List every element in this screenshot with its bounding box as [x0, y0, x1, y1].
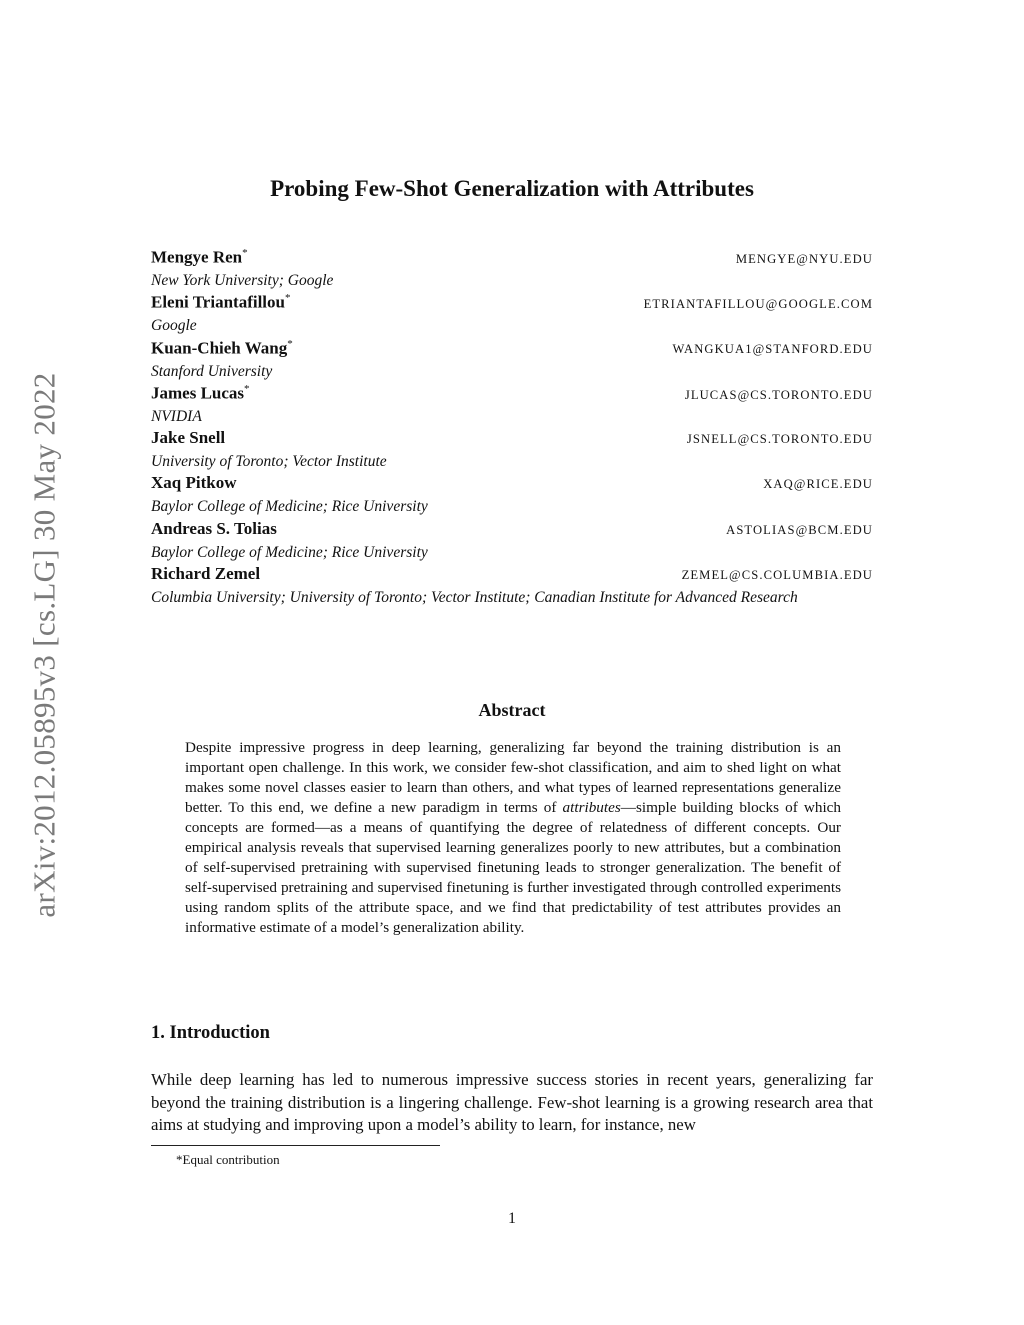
paper-title: Probing Few-Shot Generalization with Attributes — [270, 176, 754, 201]
author-email: XAQ@RICE.EDU — [763, 477, 873, 492]
introduction-heading: 1. Introduction — [151, 1023, 270, 1043]
author-line — [151, 473, 873, 496]
author-entry — [151, 428, 873, 473]
author-name — [151, 338, 293, 359]
author-name — [151, 383, 250, 404]
author-list — [151, 247, 873, 609]
author-affiliation: New York University; Google — [151, 272, 334, 289]
author-entry — [151, 473, 873, 518]
author-name — [151, 519, 277, 539]
author-line — [151, 292, 873, 315]
equal-contribution-mark: * — [242, 247, 248, 259]
abstract-text — [185, 738, 841, 938]
author-name — [151, 428, 225, 448]
author-entry — [151, 247, 873, 292]
abstract-text-part-1: Despite impressive progress in deep learning, generalizing far beyond the training distribution is an important open challenge. In this work, we consider few-shot classification, and aim to shed light on what makes some novel classes easier to learn than others, and what types of learned representations generalize better. To this end, we define a new paradigm in terms of — [185, 739, 841, 816]
author-affiliation: Google — [151, 317, 197, 335]
author-name — [151, 247, 248, 268]
footnote-divider — [151, 1145, 440, 1146]
author-name-text: Mengye Ren — [151, 247, 243, 267]
author-name — [151, 473, 236, 493]
arxiv-sidebar-stamp — [22, 345, 68, 945]
author-name-text: Kuan-Chieh Wang — [151, 338, 288, 358]
author-line — [151, 383, 873, 406]
author-entry — [151, 383, 873, 428]
footnote: *Equal contribution — [176, 1152, 280, 1167]
page-number: 1 — [508, 1210, 516, 1227]
author-entry — [151, 564, 873, 609]
author-name-text: James Lucas — [151, 383, 245, 403]
author-line — [151, 338, 873, 361]
author-entry — [151, 338, 873, 383]
author-affiliation: University of Toronto; Vector Institute — [151, 453, 387, 471]
author-email: ETRIANTAFILLOU@GOOGLE.COM — [643, 296, 873, 311]
abstract-text-part-2: —simple building blocks of which concepts are formed—as a means of quantifying the degree of relatedness of different concepts. Our empirical analysis reveals that supervised learning generalizes poorly to new attributes, but a combination of self-supervised pretraining with supervised finetuning leads to stronger generalization. The benefit of self-supervised pretraining and supervised finetuning is further investigated through controlled experiments using random splits of the attribute space, and we find that predictability of test attributes provides an informative estimate of a model’s generalization ability. — [185, 799, 842, 936]
author-affiliation: Baylor College of Medicine; Rice University — [151, 543, 428, 561]
author-email: ASTOLIAS@BCM.EDU — [726, 522, 873, 537]
author-email: ZEMEL@CS.COLUMBIA.EDU — [681, 568, 873, 583]
author-email: WANGKUA1@STANFORD.EDU — [672, 342, 873, 357]
arxiv-identifier: arXiv:2012.05895v3 [cs.LG] 30 May 2022 — [27, 372, 62, 918]
equal-contribution-mark: * — [287, 337, 293, 350]
author-line — [151, 247, 873, 270]
author-name — [151, 564, 260, 584]
author-affiliation: NVIDIA — [151, 407, 202, 425]
author-line — [151, 428, 873, 451]
author-name-text: Richard Zemel — [151, 564, 261, 584]
author-name — [151, 292, 290, 313]
author-affiliation: Stanford University — [151, 362, 273, 380]
author-email: JSNELL@CS.TORONTO.EDU — [686, 432, 873, 447]
author-name-text: Eleni Triantafillou — [151, 292, 285, 312]
author-email: MENGYE@NYU.EDU — [735, 251, 873, 266]
author-name-text: Xaq Pitkow — [151, 473, 237, 493]
author-name-text: Jake Snell — [151, 428, 226, 448]
author-affiliation: Baylor College of Medicine; Rice University — [151, 498, 428, 516]
equal-contribution-mark: * — [244, 382, 250, 395]
equal-contribution-mark: * — [284, 292, 291, 305]
author-name-text: Andreas S. Tolias — [151, 518, 277, 538]
abstract-heading: Abstract — [478, 700, 546, 720]
abstract-emphasis: attributes — [562, 799, 621, 816]
author-entry — [151, 292, 873, 337]
author-email: JLUCAS@CS.TORONTO.EDU — [684, 387, 873, 402]
introduction-text: While deep learning has led to numerous impressive success stories in recent years, generalizing far beyond the training distribution is a lingering challenge. Few-shot learning is a growing research area that aims at studying and improving upon a model’s ability to learn, for instance, new — [151, 1070, 873, 1135]
author-line — [151, 564, 873, 587]
author-entry — [151, 519, 873, 564]
author-affiliation: Columbia University; University of Toronto; Vector Institute; Canadian Institute for Advanced Research — [151, 589, 798, 607]
author-line — [151, 519, 873, 542]
